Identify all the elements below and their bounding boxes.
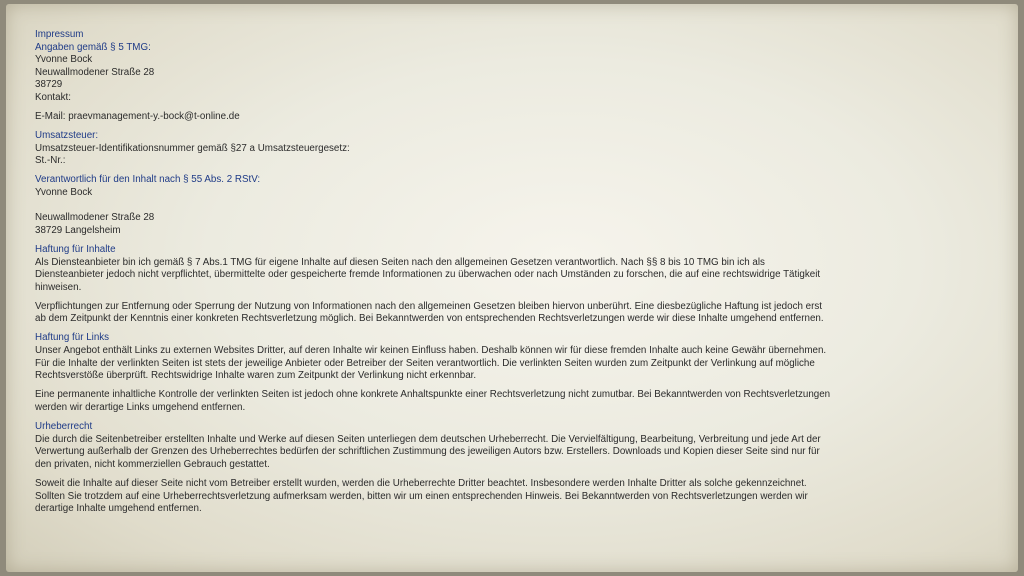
urheberrecht-paragraph-2 [35,478,965,516]
owner-name: Yvonne Bock [35,54,93,66]
paper-background [6,4,1018,572]
text-line: Unser Angebot enthält Links zu externen Websites Dritter, auf deren Inhalte wir keinen Einfluss haben. Deshalb können wir für diese fremden Inhalte auch keine Gewähr übernehmen. [35,345,827,357]
text-line: ab dem Zeitpunkt der Kenntnis einer konkreten Rechtsverletzung möglich. Bei Bekanntwerden von entsprechenden Rechtsverletzungen werde wir diese Inhalte umgehend entfernen. [35,313,824,325]
responsible-city: 38729 Langelsheim [35,224,121,236]
text-line: Rechtsverstöße überprüft. Rechtswidrige Inhalte waren zum Zeitpunkt der Verlinkung nicht erkennbar. [35,370,477,382]
page-title: Impressum [35,29,84,40]
text-line: Soweit die Inhalte auf dieser Seite nicht vom Betreiber erstellt wurden, werden die Urheberrechte Dritter beachtet. Insbesondere werden Inhalte Dritter als solche gekennzeichnet. [35,477,807,489]
text-line: derartige Inhalte umgehend entfernen. [35,503,202,515]
haftung-inhalte-heading: Haftung für Inhalte [35,243,116,255]
owner-street: Neuwallmodener Straße 28 [35,66,155,78]
haftung-inhalte-paragraph-2 [35,301,965,326]
text-line: Als Diensteanbieter bin ich gemäß § 7 Abs.1 TMG für eigene Inhalte auf diesen Seiten nach den allgemeinen Gesetzen verantwortlich. Nach §§ 8 bis 10 TMG bin ich als [35,256,765,268]
responsible-name: Yvonne Bock [35,187,93,199]
impressum-content [35,29,965,516]
email-line: E-Mail: praevmanagement-y.-bock@t-online.de [35,111,240,123]
text-line: Sollten Sie trotzdem auf eine Urheberrechtsverletzung aufmerksam werden, bitten wir um einen entsprechenden Hinweis. Bei Bekanntwerden von Rechtsverletzungen werden wir [35,490,808,502]
text-line: Für die Inhalte der verlinkten Seiten ist stets der jeweilige Anbieter oder Betreiber der Seiten verantwortlich. Die verlinkten Seiten wurden zum Zeitpunkt der Verlinkung auf mögliche [35,357,815,369]
text-line: den privaten, nicht kommerziellen Gebrauch gestattet. [35,458,270,470]
text-line: Die durch die Seitenbetreiber erstellten Inhalte und Werke auf diesen Seiten unterliegen dem deutschen Urheberrecht. Die Vervielfältigung, Bearbeitung, Verbreitung und jede Art der [35,433,821,445]
text-line: werden wir derartige Links umgehend entfernen. [35,401,246,413]
owner-zip: 38729 [35,79,63,91]
haftung-inhalte-paragraph-1 [35,257,965,295]
text-line: Verpflichtungen zur Entfernung oder Sperrung der Nutzung von Informationen nach den allgemeinen Gesetzen bleiben hiervon unberührt. Eine diesbezügliche Haftung ist jedoch erst [35,300,822,312]
blank-line [35,200,965,213]
haftung-links-paragraph-2 [35,389,965,414]
urheberrecht-heading: Urheberrecht [35,421,93,433]
ust-line-1: Umsatzsteuer-Identifikationsnummer gemäß §27 a Umsatzsteuergesetz: [35,142,350,154]
ust-line-2: St.-Nr.: [35,155,66,167]
text-line: Verwertung außerhalb der Grenzen des Urheberrechtes bedürfen der schriftlichen Zustimmung des jeweiligen Autors bzw. Erstellers. Downloads und Kopien dieser Seite sind nur für [35,446,820,458]
responsible-street: Neuwallmodener Straße 28 [35,212,155,224]
haftung-links-paragraph-1 [35,345,965,383]
urheberrecht-paragraph-1 [35,434,965,472]
text-line: Diensteanbieter jedoch nicht verpflichtet, übermittelte oder gespeicherte fremde Informationen zu überwachen oder nach Umständen zu forschen, die auf eine rechtswidrige Tätigkeit [35,269,821,281]
haftung-links-heading: Haftung für Links [35,332,110,344]
contact-label: Kontakt: [35,91,71,103]
tmg-heading: Angaben gemäß § 5 TMG: [35,41,151,53]
text-line: Eine permanente inhaltliche Kontrolle der verlinkten Seiten ist jedoch ohne konkrete Anhaltspunkte einer Rechtsverletzung nicht zumutbar. Bei Bekanntwerden von Rechtsverletzungen [35,389,831,401]
ust-heading: Umsatzsteuer: [35,130,99,142]
responsible-heading: Verantwortlich für den Inhalt nach § 55 Abs. 2 RStV: [35,174,261,186]
text-line: hinweisen. [35,281,82,293]
